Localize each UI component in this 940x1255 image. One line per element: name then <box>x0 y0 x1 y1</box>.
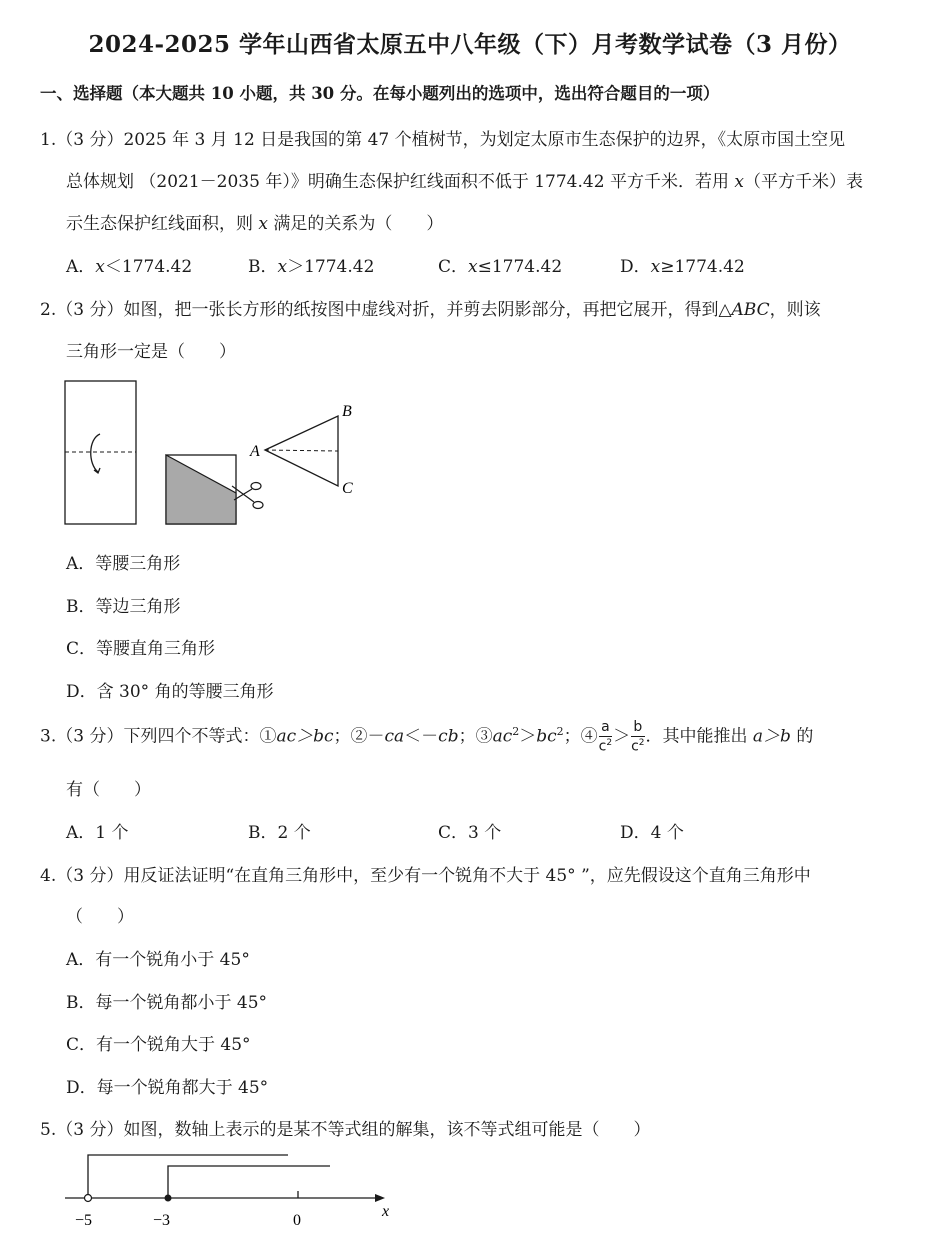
q1-text: 满足的关系为（ ） <box>268 214 444 234</box>
q2-option-a[interactable] <box>66 549 180 574</box>
q3-fraction-a <box>599 720 612 754</box>
tick-label: −5 <box>75 1212 93 1229</box>
q4-option-c[interactable] <box>66 1030 251 1055</box>
q3-text: ；②－ <box>333 726 385 747</box>
option-var: x <box>650 257 661 277</box>
option-text: 有一个锐角大于 45° <box>96 1035 251 1055</box>
solution-line-1 <box>88 1155 288 1198</box>
q3-expr: a＞b <box>752 726 791 747</box>
q3-text: 的 <box>790 726 814 747</box>
q3-line-2: 有（ ） <box>66 780 151 800</box>
q3-expr: cb <box>438 726 459 747</box>
option-label: B． <box>66 597 96 617</box>
q3-text: 3.（3 分）下列四个不等式：① <box>40 726 277 747</box>
q3-sup: 2 <box>512 725 520 738</box>
q2-line-1 <box>40 295 821 320</box>
q2-option-c[interactable] <box>66 634 215 659</box>
q3-expr: ac <box>492 726 513 747</box>
option-var: x <box>277 257 288 277</box>
q2-text: ，则该 <box>769 300 821 320</box>
q1-line-3 <box>66 209 443 234</box>
option-text: 1 个 <box>95 823 129 843</box>
q1-text: （平方千米）表 <box>743 172 863 192</box>
option-label: C． <box>66 639 97 659</box>
option-label: B． <box>66 993 96 1013</box>
q1-var-x: x <box>734 172 744 192</box>
q2-option-b[interactable] <box>66 592 181 617</box>
q3-text: ＜－ <box>404 726 439 747</box>
option-label: D． <box>66 682 97 702</box>
option-label: A． <box>66 823 96 843</box>
q2-triangle-name: ABC <box>731 300 770 320</box>
option-text: ＜1774.42 <box>104 257 193 277</box>
solution-line-2 <box>168 1166 330 1198</box>
q4-line-1: 4.（3 分）用反证法证明“在直角三角形中，至少有一个锐角不大于 45° ”，应先假设这个直角三角形中 <box>40 866 811 886</box>
frac-denominator: $c^2$ <box>631 738 645 755</box>
q2-text: 2.（3 分）如图，把一张长方形的纸按图中虚线对折，并剪去阴影部分，再把它展开，得到△ <box>40 300 732 320</box>
option-text: 等腰三角形 <box>95 554 181 574</box>
option-text: 有一个锐角小于 45° <box>95 950 250 970</box>
q2-figure <box>60 376 370 532</box>
option-label: D． <box>620 257 651 277</box>
q1-option-a[interactable] <box>66 252 192 277</box>
q1-line-1: 1.（3 分）2025 年 3 月 12 日是我国的第 47 个植树节，为划定太原市生态保护的边界，《太原市国土空见 <box>40 130 846 150</box>
frac-numerator: b <box>631 720 644 737</box>
q1-text: 示生态保护红线面积，则 <box>66 214 259 234</box>
option-label: C． <box>438 823 469 843</box>
label-b: B <box>342 403 352 420</box>
option-text: ≥1774.42 <box>660 257 745 277</box>
option-text: 2 个 <box>277 823 311 843</box>
q4-option-b[interactable] <box>66 988 267 1013</box>
q5-line-1: 5.（3 分）如图，数轴上表示的是某不等式组的解集，该不等式组可能是（ ） <box>40 1120 651 1140</box>
q4-option-a[interactable] <box>66 945 250 970</box>
q1-option-d[interactable] <box>620 252 745 277</box>
tick-label: 0 <box>293 1212 301 1229</box>
option-label: A． <box>66 257 96 277</box>
q3-line-1 <box>40 716 813 754</box>
option-text: 等腰直角三角形 <box>96 639 216 659</box>
q3-expr: ac＞bc <box>276 726 334 747</box>
q3-text: ；③ <box>458 726 493 747</box>
q1-line-2 <box>66 167 863 192</box>
frac-denominator: $c^2$ <box>598 738 613 755</box>
q3-text: ＞ <box>519 726 537 747</box>
frac-numerator: a <box>599 720 612 737</box>
q3-text: ＞ <box>613 726 631 747</box>
q3-text: ．其中能推出 <box>645 726 753 747</box>
option-text: ≤1774.42 <box>477 257 563 277</box>
option-text: 3 个 <box>468 823 502 843</box>
q3-option-c[interactable] <box>438 818 501 843</box>
option-text: 4 个 <box>650 823 684 843</box>
q3-expr: ca <box>384 726 405 747</box>
label-c: C <box>342 480 353 497</box>
q2-option-d[interactable] <box>66 677 274 702</box>
q1-text: 总体规划 （2021－2035 年）》明确生态保护红线面积不低于 1774.42 平方千米．若用 <box>66 172 735 192</box>
q5-number-line <box>55 1148 405 1248</box>
option-label: C． <box>66 1035 97 1055</box>
q1-option-c[interactable] <box>438 252 562 277</box>
option-var: x <box>95 257 105 277</box>
closed-point <box>165 1195 172 1202</box>
q3-expr: bc <box>536 726 557 747</box>
option-text: 每一个锐角都大于 45° <box>96 1078 269 1098</box>
axis-var-label: x <box>382 1203 390 1220</box>
q3-option-a[interactable] <box>66 818 129 843</box>
q3-fraction-b <box>631 720 644 754</box>
option-text: 等边三角形 <box>95 597 181 617</box>
option-label: A． <box>66 950 96 970</box>
symmetry-line <box>265 450 338 451</box>
q4-line-2: （ ） <box>66 907 134 927</box>
option-label: D． <box>66 1078 97 1098</box>
q1-var-x: x <box>258 214 268 234</box>
option-label: B． <box>248 823 278 843</box>
option-label: D． <box>620 823 651 843</box>
axis-arrow-icon <box>375 1194 385 1202</box>
q4-option-d[interactable] <box>66 1073 268 1098</box>
fold-arrow-icon <box>91 434 100 473</box>
option-var: x <box>468 257 478 277</box>
option-text: 含 30° 角的等腰三角形 <box>96 682 274 702</box>
q2-line-2: 三角形一定是（ ） <box>66 342 236 362</box>
page-title: 2024-2025 学年山西省太原五中八年级（下）月考数学试卷（3 月份） <box>88 31 852 58</box>
option-text: 每一个锐角都小于 45° <box>95 993 268 1013</box>
label-a: A <box>250 443 260 460</box>
option-label: A． <box>66 554 96 574</box>
q3-sup: 2 <box>556 725 564 738</box>
option-text: ＞1774.42 <box>287 257 375 277</box>
section-heading: 一、选择题（本大题共 10 小题，共 30 分。在每小题列出的选项中，选出符合题目的一项） <box>40 84 720 103</box>
q1-option-b[interactable] <box>248 252 374 277</box>
option-label: B． <box>248 257 278 277</box>
open-point <box>85 1195 92 1202</box>
option-label: C． <box>438 257 469 277</box>
q3-option-b[interactable] <box>248 818 311 843</box>
q3-text: ；④ <box>563 726 598 747</box>
tick-label: −3 <box>153 1212 171 1229</box>
q3-option-d[interactable] <box>620 818 684 843</box>
